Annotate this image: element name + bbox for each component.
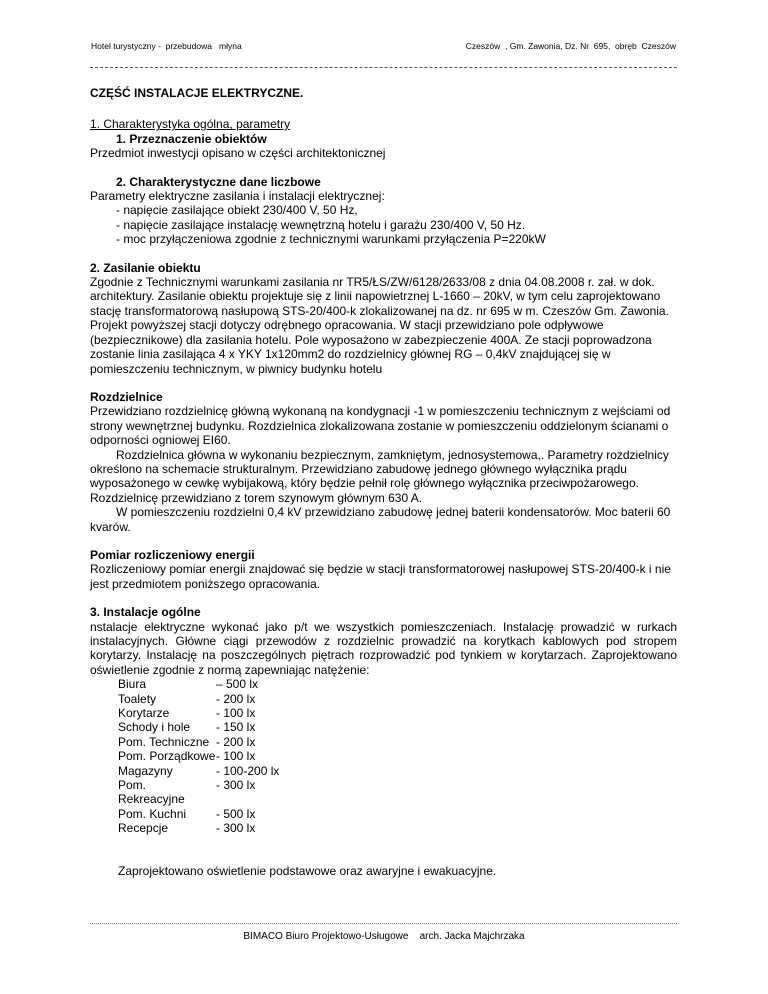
subsection-1-2-heading: 2. Charakterystyczne dane liczbowe xyxy=(116,174,321,189)
room-name: Magazyny xyxy=(118,763,173,778)
lux-value: - 500 lx xyxy=(216,806,256,821)
switchboards-heading: Rozdzielnice xyxy=(90,389,163,404)
lux-value: - 100 lx xyxy=(216,706,256,721)
room-name: Pom. Rekreacyjne xyxy=(118,778,185,807)
table-row xyxy=(118,764,279,778)
table-row xyxy=(118,807,279,821)
footer-company: BIMACO Biuro Projektowo-Usługowe arch. Jacka Majchrzaka xyxy=(243,931,525,942)
switchboards-paragraph-3: W pomieszczeniu rozdzielni 0,4 kV przewidziano zabudowę jednej baterii kondensatorów. Moc baterii 60 kvarów. xyxy=(90,505,671,534)
table-row xyxy=(118,720,279,734)
lighting-summary: Zaprojektowano oświetlenie podstawowe oraz awaryjne i ewakuacyjne. xyxy=(118,863,497,878)
room-name: Biura xyxy=(118,677,147,692)
parameter-item: - napięcie zasilające obiekt 230/400 V, 50 Hz, xyxy=(116,203,358,218)
lux-value: - 300 lx xyxy=(216,778,256,793)
room-name: Toalety xyxy=(118,691,157,706)
section-2-heading: 2. Zasilanie obiektu xyxy=(90,260,201,275)
table-row xyxy=(118,749,279,763)
lux-value: - 200 lx xyxy=(216,691,256,706)
section-1-heading: 1. Charakterystyka ogólna, parametry xyxy=(90,117,291,132)
lux-value: - 300 lx xyxy=(216,821,256,836)
subsection-1-1-heading: 1. Przeznaczenie obiektów xyxy=(116,131,267,146)
footer-divider xyxy=(90,923,677,924)
section-3-heading: 3. Instalacje ogólne xyxy=(90,605,201,620)
table-row xyxy=(118,821,279,835)
section-3-text: nstalacje elektryczne wykonać jako p/t we wszystkich pomieszczeniach. Instalację prowadzić w rurkach instalacyjnych. Główne ciągi przewodów z rozdzielnic prowadzić na korytkach kablowych pod stropem korytarzy. Instalację na poszczególnych piętrach rozprowadzić pod tynkiem w korytarzach. Zaprojektowano oświetlenie zgodnie z normą zapewniając natężenie: xyxy=(90,619,677,677)
room-name: Pom. Techniczne xyxy=(118,734,210,749)
lux-value: - 200 lx xyxy=(216,734,256,749)
metering-heading: Pomiar rozliczeniowy energii xyxy=(90,547,255,562)
subsection-1-2-intro: Parametry elektryczne zasilania i instalacji elektrycznej: xyxy=(90,189,385,204)
table-row xyxy=(118,677,279,691)
parameter-item: - napięcie zasilające instalację wewnętrzną hotelu i garażu 230/400 V, 50 Hz. xyxy=(116,217,526,232)
parameter-item: - moc przyłączeniowa zgodnie z technicznymi warunkami przyłączenia P=220kW xyxy=(116,232,546,247)
document-body xyxy=(90,86,677,878)
table-row xyxy=(118,778,279,807)
lux-value: - 100 lx xyxy=(216,749,256,764)
switchboards-paragraph-1: Przewidziano rozdzielnicę główną wykonaną na kondygnacji -1 w pomieszczeniu technicznym z wejściami od strony wewnętrznej budynku. Rozdzielnica zlokalizowana zostanie w pomieszczeniu oddzielonym ścianami o odporności ogniowej EI60. xyxy=(90,404,671,448)
room-name: Recepcje xyxy=(118,821,169,836)
lux-value: – 500 lx xyxy=(216,677,259,692)
room-name: Pom. Porządkowe xyxy=(118,749,216,764)
header-divider xyxy=(90,67,677,68)
lux-value: - 100-200 lx xyxy=(216,763,280,778)
header-project-name: Hotel turystyczny - przebudowa młyna xyxy=(91,41,242,51)
table-row xyxy=(118,692,279,706)
illuminance-table xyxy=(118,677,279,835)
metering-text: Rozliczeniowy pomiar energii znajdować się będzie w stacji transformatorowej nasłupowej STS-20/400-k i nie jest przedmiotem poniższego opracowania. xyxy=(90,562,671,591)
header-location: Czeszów , Gm. Zawonia, Dz. Nr 695, obręb Czeszów xyxy=(465,41,676,51)
page-title: CZĘŚĆ INSTALACJE ELEKTRYCZNE. xyxy=(90,86,304,100)
section-2-text: Zgodnie z Technicznymi warunkami zasilania nr TR5/ŁS/ZW/6128/2633/08 z dnia 04.08.2008 r. zał. w dok. architektury. Zasilanie obiektu projektuje się z linii napowietrznej L-1660 – 20kV, w tym celu zaprojektowano stację transformatorową nasłupową STS-20/400-k zlokalizowanej na dz. nr 695 w m. Czeszów Gm. Zawonia. Projekt powyższej stacji dotyczy odrębnego opracowania. W stacji przewidziano pole odpływowe (bezpiecznikowe) dla zasilania hotelu. Pole wyposażono w zabezpieczenie 400A. Ze stacji poprowadzona zostanie linia zasilająca 4 x YKY 1x120mm2 do rozdzielnicy głównej RG – 0,4kV znajdującej się w pomieszczeniu technicznym, w piwnicy budynku hotelu xyxy=(90,275,669,376)
lux-value: - 150 lx xyxy=(216,720,256,735)
subsection-1-1-text: Przedmiot inwestycji opisano w części architektonicznej xyxy=(90,146,386,161)
room-name: Schody i hole xyxy=(118,720,191,735)
switchboards-paragraph-2: Rozdzielnica główna w wykonaniu bezpiecznym, zamkniętym, jednosystemowa,. Parametry rozdzielnicy określono na schemacie strukturalnym. Przewidziano zabudowę jednego głównego wyłącznika prądu wyposażonego w cewkę wybijakową, który będzie pełnił rolę głównego wyłącznika przeciwpożarowego. Rozdzielnicę przewidziano z torem szynowym głównym 630 A. xyxy=(90,447,669,505)
table-row xyxy=(118,735,279,749)
room-name: Pom. Kuchni xyxy=(118,806,187,821)
room-name: Korytarze xyxy=(118,706,170,721)
table-row xyxy=(118,706,279,720)
